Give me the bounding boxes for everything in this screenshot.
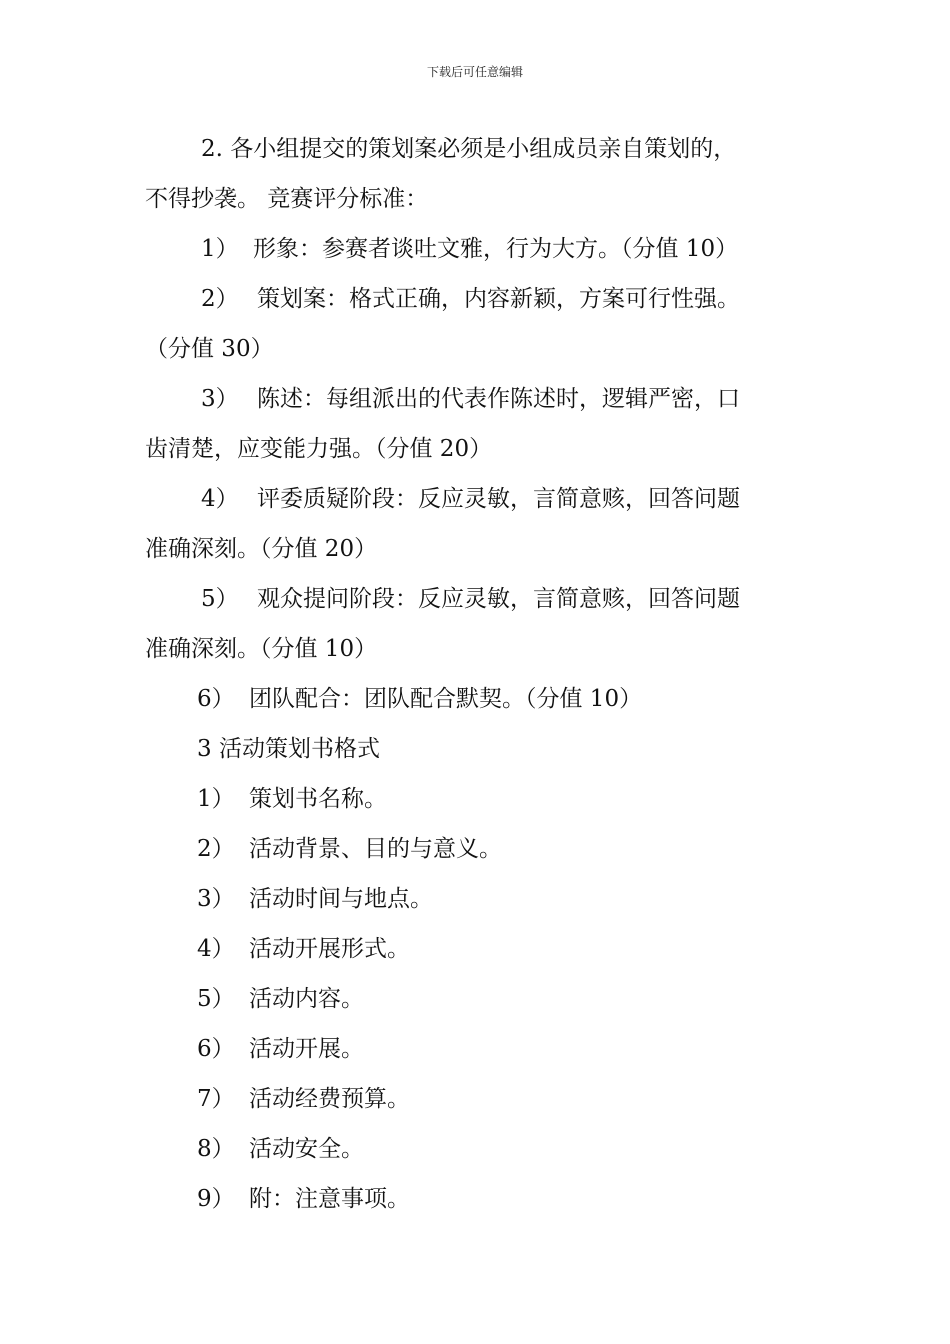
list-item	[145, 1124, 810, 1174]
paragraph-line: 2. 各小组提交的策划案必须是小组成员亲自策划的，	[201, 136, 737, 162]
criteria-text: 团队配合：团队配合默契。（分值 10）	[249, 686, 643, 712]
list-item-number: 3）	[197, 886, 235, 912]
criteria-line	[145, 274, 810, 324]
list-item	[145, 774, 810, 824]
list-item	[145, 1174, 810, 1224]
list-item-number: 5）	[197, 986, 235, 1012]
criteria-item	[145, 374, 810, 474]
list-item-number: 4）	[197, 936, 235, 962]
criteria-text: 陈述：每组派出的代表作陈述时，逻辑严密，口	[257, 386, 740, 412]
list-item-line	[145, 974, 810, 1024]
list-item-text: 附：注意事项。	[249, 1186, 410, 1212]
criteria-number: 1）	[201, 236, 239, 262]
criteria-item	[145, 224, 810, 274]
criteria-line: 齿清楚，应变能力强。（分值 20）	[145, 436, 493, 462]
list-item-text: 活动经费预算。	[249, 1086, 410, 1112]
section-title	[145, 724, 810, 774]
criteria-line	[145, 574, 810, 624]
list-item-number: 9）	[197, 1186, 235, 1212]
list-item-number: 8）	[197, 1136, 235, 1162]
criteria-line	[145, 474, 810, 524]
list-item-line	[145, 1174, 810, 1224]
list-item-line	[145, 924, 810, 974]
list-item-text: 活动背景、目的与意义。	[249, 836, 502, 862]
document-body	[145, 124, 810, 1224]
list-item	[145, 1074, 810, 1124]
list-item-line	[145, 874, 810, 924]
list-item-text: 活动安全。	[249, 1136, 364, 1162]
list-item-line	[145, 774, 810, 824]
list-item-line	[145, 1074, 810, 1124]
page-header: 下载后可任意编辑	[426, 65, 523, 79]
list-item-text: 活动开展形式。	[249, 936, 410, 962]
section-title-text: 3 活动策划书格式	[197, 736, 380, 762]
list-item	[145, 974, 810, 1024]
list-item-number: 1）	[197, 786, 235, 812]
list-item-number: 7）	[197, 1086, 235, 1112]
list-item-line	[145, 1124, 810, 1174]
criteria-text: 策划案：格式正确，内容新颖，方案可行性强。	[257, 286, 740, 312]
criteria-line: 准确深刻。（分值 10）	[145, 636, 378, 662]
list-item-line	[145, 1024, 810, 1074]
criteria-number: 3）	[201, 386, 239, 412]
criteria-number: 4）	[201, 486, 239, 512]
criteria-line: 准确深刻。（分值 20）	[145, 536, 378, 562]
criteria-item	[145, 274, 810, 374]
criteria-line	[145, 674, 810, 724]
list-item-text: 活动时间与地点。	[249, 886, 433, 912]
criteria-item	[145, 674, 810, 724]
list-item-text: 活动开展。	[249, 1036, 364, 1062]
criteria-number: 6）	[197, 686, 235, 712]
paragraph-line: 不得抄袭。 竞赛评分标准：	[145, 186, 429, 212]
list-item-line	[145, 824, 810, 874]
list-item-text: 活动内容。	[249, 986, 364, 1012]
criteria-text: 形象：参赛者谈吐文雅，行为大方。（分值 10）	[253, 236, 739, 262]
list-item	[145, 924, 810, 974]
list-item	[145, 1024, 810, 1074]
paragraph-item-2	[145, 124, 810, 224]
criteria-text: 观众提问阶段：反应灵敏，言简意赅，回答问题	[257, 586, 740, 612]
criteria-line: （分值 30）	[145, 336, 274, 362]
criteria-item	[145, 574, 810, 674]
list-item-text: 策划书名称。	[249, 786, 387, 812]
criteria-line	[145, 224, 810, 274]
list-item-number: 2）	[197, 836, 235, 862]
list-item-number: 6）	[197, 1036, 235, 1062]
criteria-item	[145, 474, 810, 574]
criteria-text: 评委质疑阶段：反应灵敏，言简意赅，回答问题	[257, 486, 740, 512]
criteria-number: 5）	[201, 586, 239, 612]
list-item	[145, 824, 810, 874]
criteria-line	[145, 374, 810, 424]
criteria-number: 2）	[201, 286, 239, 312]
list-item	[145, 874, 810, 924]
